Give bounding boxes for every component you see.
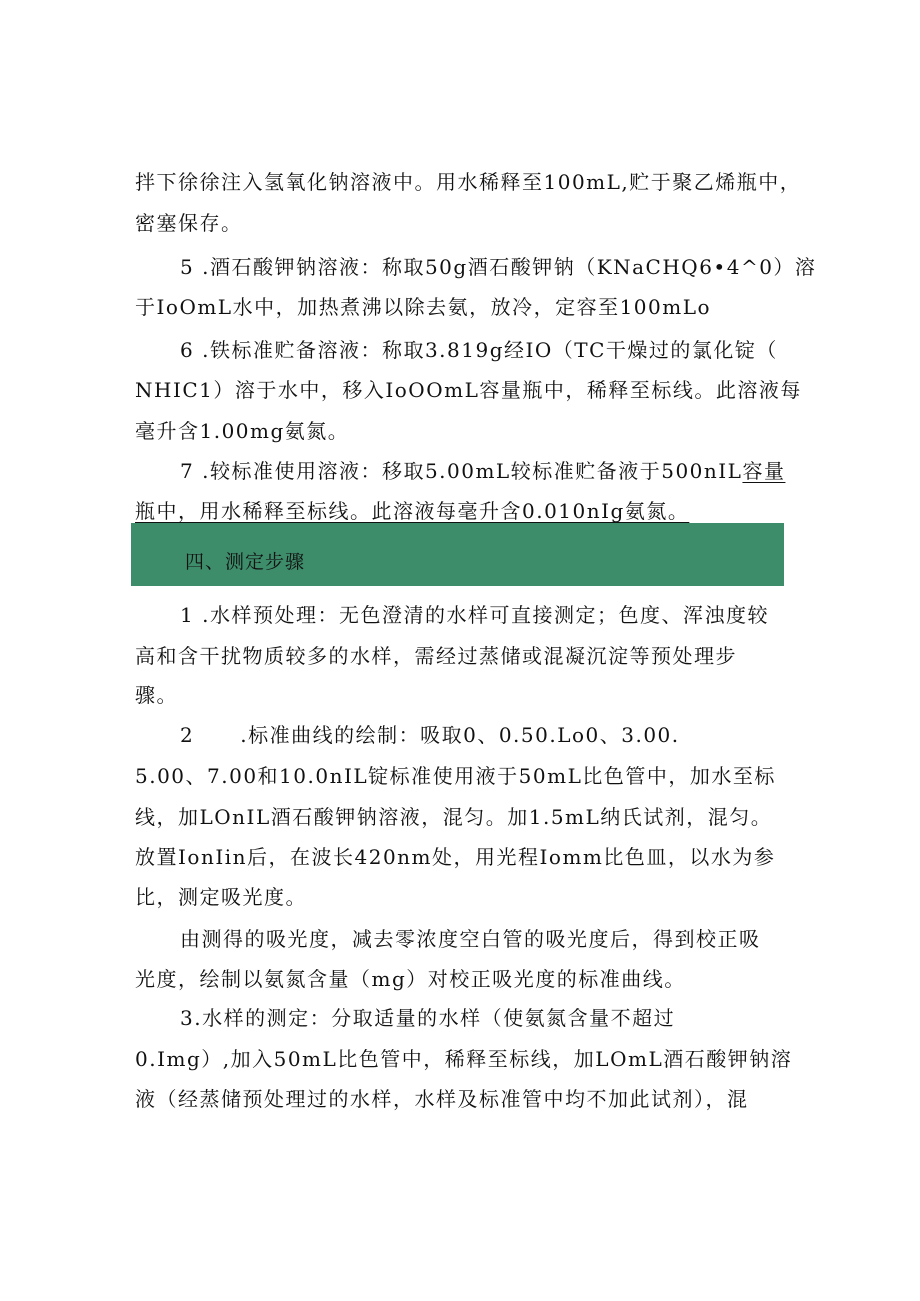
step-3-line: 0.Img）,加入50mL比色管中，稀释至标线，加LOmL酒石酸钾钠溶 [135, 1047, 793, 1071]
list-item-6-line: 毫升含1.00mg氨氮。 [135, 419, 350, 443]
step-2-line: 5.00、7.00和10.0nIL锭标准使用液于50mL比色管中，加水至标 [135, 764, 776, 788]
section-title: 四、测定步骤 [185, 551, 306, 573]
paragraph-line: 密塞保存。 [135, 211, 243, 235]
step-2-line [180, 721, 680, 749]
list-item-7-line: 瓶中，用水稀释至标线。此溶液每毫升含0.010nIg氨氮。 [135, 499, 690, 523]
list-item-7-line [180, 457, 785, 485]
list-item-5-line: 于IoOmL水中，加热煮沸以除去氨，放冷，定容至100mLo [135, 295, 712, 319]
step-2-line: 比，测定吸光度。 [135, 885, 307, 909]
step-2-number: 2 [180, 723, 195, 747]
step-1-line: 高和含干扰物质较多的水样，需经过蒸储或混凝沉淀等预处理步 [135, 644, 737, 668]
step-2-line: 放置IonIin后，在波长420nm处，用光程Iomm比色皿，以水为参 [135, 845, 776, 869]
step-2-note-line: 光度，绘制以氨氮含量（mg）对校正吸光度的标准曲线。 [135, 967, 686, 991]
list-item-7-text: 7 .较标准使用溶液：移取5.00mL较标准贮备液于500nIL [180, 459, 743, 483]
step-2-line: 线，加LOnIL酒石酸钾钠溶液，混匀。加1.5mL纳氏试剂，混匀。 [135, 805, 773, 829]
list-item-5-line: 5 .酒石酸钾钠溶液：称取50g酒石酸钾钠（KNaCHQ6•4^0）溶 [180, 255, 817, 279]
step-3-line: 液（经蒸储预处理过的水样，水样及标准管中均不加此试剂），混 [135, 1087, 749, 1111]
paragraph-line: 拌下徐徐注入氢氧化钠溶液中。用水稀释至100mL,贮于聚乙烯瓶中， [135, 170, 802, 194]
step-2-text: .标准曲线的绘制：吸取0、0.50.Lo0、3.00. [240, 723, 680, 747]
list-item-6-line: NHIC1）溶于水中，移入IoOOmL容量瓶中，稀释至标线。此溶液每 [135, 378, 802, 402]
step-1-line: 骤。 [135, 683, 178, 707]
step-2-note-line: 由测得的吸光度，减去零浓度空白管的吸光度后，得到校正吸 [180, 927, 761, 951]
step-1-line: 1 .水样预处理：无色澄清的水样可直接测定；色度、浑浊度较 [180, 603, 769, 627]
list-item-6-line: 6 .铁标准贮备溶液：称取3.819g经IO（TC干燥过的氯化锭（ [180, 338, 778, 362]
underlined-text: 容量 [742, 459, 786, 483]
step-3-line: 3.水样的测定：分取适量的水样（使氨氮含量不超过 [180, 1006, 676, 1030]
